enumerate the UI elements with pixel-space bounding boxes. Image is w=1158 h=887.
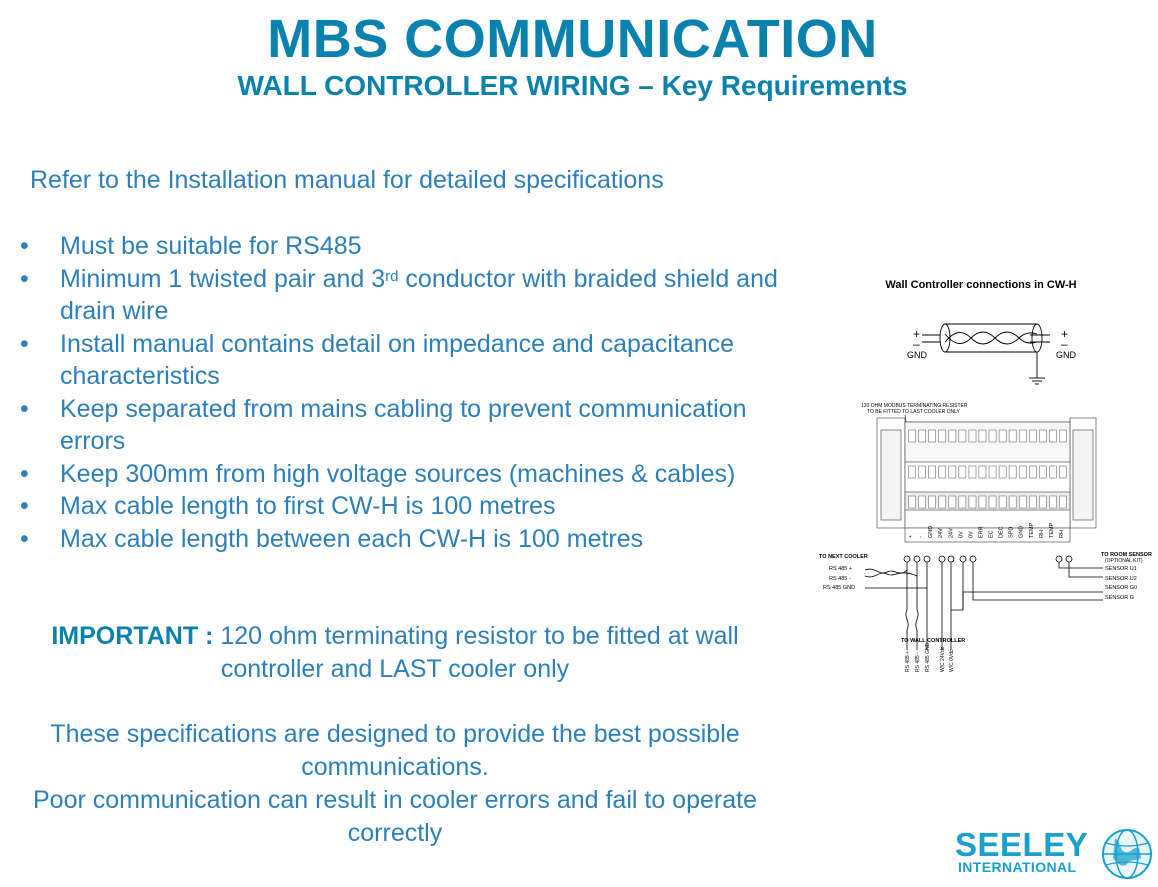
terminal-label: RH xyxy=(1038,530,1045,538)
svg-text:RS 485 GND: RS 485 GND xyxy=(823,585,856,591)
terminal-slot xyxy=(999,496,1006,508)
terminal-slot xyxy=(1009,430,1016,442)
diagram-caption: Wall Controller connections in CW-H xyxy=(885,279,1077,291)
terminal-slot xyxy=(969,430,976,442)
bullet-marker: • xyxy=(20,459,29,488)
terminal-label: TEMP xyxy=(1048,522,1055,538)
svg-text:SENSOR G: SENSOR G xyxy=(1105,595,1135,601)
svg-text:TO WALL CONTROLLER: TO WALL CONTROLLER xyxy=(901,638,966,644)
slide-title: MBS COMMUNICATION xyxy=(267,9,878,69)
list-item: • Keep separated from mains cabling to prevent communication errors xyxy=(20,394,747,455)
important-line-1: 120 ohm terminating resistor to be fitted at wall xyxy=(220,622,739,650)
terminal-slot xyxy=(919,496,926,508)
terminal-slot xyxy=(1049,466,1056,478)
svg-text:–: – xyxy=(913,337,920,351)
wall-controller-wire-label: W/C 0Vdc xyxy=(949,649,955,672)
terminal-slot xyxy=(979,496,986,508)
terminal-slot xyxy=(1029,430,1036,442)
terminal-label: SPD xyxy=(1008,526,1015,538)
svg-text:TO ROOM SENSOR: TO ROOM SENSOR xyxy=(1101,552,1152,558)
terminal-slot xyxy=(949,430,956,442)
important-label: IMPORTANT : xyxy=(51,622,214,650)
terminal-slot xyxy=(1049,496,1056,508)
terminal-slot xyxy=(1019,466,1026,478)
wall-controller-wire-label: W/C 24Vdc xyxy=(940,646,946,672)
terminal-label: ERR xyxy=(978,526,985,538)
terminal-slot xyxy=(919,466,926,478)
wall-controller-wire-label: RS 485 - xyxy=(915,652,921,672)
terminal-label: RH xyxy=(1059,530,1065,538)
svg-text:GND: GND xyxy=(1056,350,1076,360)
terminal-slot xyxy=(999,430,1006,442)
svg-text:RS 485 -: RS 485 - xyxy=(829,576,851,582)
terminal-slot xyxy=(1039,466,1046,478)
list-item: • Keep 300mm from high voltage sources (machines & cables) xyxy=(20,458,810,491)
terminal-slot xyxy=(909,496,916,508)
globe-icon xyxy=(1101,828,1153,880)
requirements-list xyxy=(20,230,810,555)
terminal-slot xyxy=(1029,466,1036,478)
wall-controller-labels xyxy=(905,642,955,672)
terminal-slot xyxy=(989,496,996,508)
terminal-label: 24V xyxy=(938,528,945,538)
terminal-label: - xyxy=(918,536,925,538)
terminal-slot xyxy=(1049,430,1056,442)
svg-text:SENSOR G0: SENSOR G0 xyxy=(1105,585,1138,591)
terminal-label: 24V xyxy=(948,528,955,538)
important-line-2: controller and LAST cooler only xyxy=(220,655,570,683)
wall-controller-wire-label: RS 485 + xyxy=(905,651,911,672)
terminal-slot xyxy=(999,466,1006,478)
terminal-slot xyxy=(1059,496,1066,508)
logo-subname: INTERNATIONAL xyxy=(958,859,1077,875)
terminal-label: 0V xyxy=(958,531,965,538)
list-item: • Max cable length to first CW-H is 100 metres xyxy=(20,490,810,523)
terminal-label: GND xyxy=(928,525,935,538)
terminal-slot xyxy=(959,496,966,508)
terminal-label: 0V xyxy=(968,531,975,538)
terminal-slot xyxy=(949,466,956,478)
terminal-slot xyxy=(939,496,946,508)
closing-text: These specifications are designed to provide the best possible communications. Poor communication can result in cooler errors and fail to operate correctly xyxy=(33,720,757,847)
terminal-slot xyxy=(1039,496,1046,508)
twisted-pair-cable-symbol xyxy=(922,324,1050,384)
bullet-marker: • xyxy=(20,232,29,260)
terminal-label: DEC xyxy=(998,526,1005,538)
list-item: • Must be suitable for RS485 xyxy=(20,230,810,263)
svg-text:+: + xyxy=(913,327,921,341)
terminal-slot xyxy=(989,466,996,478)
bullet-marker: • xyxy=(20,492,29,520)
terminal-slot xyxy=(959,466,966,478)
terminal-slot xyxy=(1019,496,1026,508)
wiring-diagram xyxy=(805,270,1152,680)
svg-text:+: + xyxy=(1061,327,1069,341)
list-item: • Install manual contains detail on impedance and capacitance characteristics xyxy=(20,329,735,390)
important-note xyxy=(0,620,790,686)
bullet-marker: • xyxy=(20,524,29,553)
bullet-marker: • xyxy=(20,394,29,423)
terminal-slot xyxy=(949,496,956,508)
terminal-slot xyxy=(1039,430,1046,442)
intro-text: Refer to the Installation manual for detailed specifications xyxy=(30,166,664,194)
terminal-slot xyxy=(1019,430,1026,442)
wall-controller-wire-label: RS 485 GND xyxy=(925,642,931,672)
terminal-label: GND xyxy=(1018,525,1025,538)
terminal-slot xyxy=(1029,496,1036,508)
terminal-slot xyxy=(969,496,976,508)
svg-text:SENSOR U2: SENSOR U2 xyxy=(1105,576,1137,582)
svg-text:SENSOR U1: SENSOR U1 xyxy=(1105,566,1137,572)
terminal-slot xyxy=(909,430,916,442)
svg-text:–: – xyxy=(1061,337,1068,351)
logo-name: SEELEY xyxy=(955,826,1089,863)
terminal-slot xyxy=(989,430,996,442)
terminal-slot xyxy=(979,430,986,442)
bullet-marker: • xyxy=(20,329,29,358)
slide-subtitle: WALL CONTROLLER WIRING – Key Requirements xyxy=(237,70,908,101)
list-item: • Max cable length between each CW-H is 100 metres xyxy=(20,523,810,556)
terminal-label: + xyxy=(908,534,914,538)
terminal-slot xyxy=(1009,466,1016,478)
terminal-slot xyxy=(909,466,916,478)
svg-text:120 OHM MODBUS TERMINATING RES: 120 OHM MODBUS TERMINATING RESISTER xyxy=(861,403,968,409)
terminal-slot xyxy=(929,496,936,508)
terminal-slot xyxy=(1059,430,1066,442)
terminal-slot xyxy=(919,430,926,442)
terminal-slot xyxy=(939,466,946,478)
svg-text:TO NEXT COOLER: TO NEXT COOLER xyxy=(819,554,868,560)
svg-text:RS 485 +: RS 485 + xyxy=(829,566,853,572)
terminal-slot xyxy=(969,466,976,478)
svg-text:GND: GND xyxy=(907,350,927,360)
terminal-label: TEMP xyxy=(1028,522,1035,538)
terminal-slot xyxy=(939,430,946,442)
terminal-slot xyxy=(929,430,936,442)
list-item: • Minimum 1 twisted pair and 3rd conductor with braided shield and drain wire xyxy=(20,264,778,325)
terminal-slot xyxy=(1059,466,1066,478)
wiring-lines xyxy=(865,556,1103,650)
svg-text:(OPTIONAL KIT): (OPTIONAL KIT) xyxy=(1105,558,1143,564)
terminal-label: EC xyxy=(988,530,995,538)
terminal-slot xyxy=(929,466,936,478)
terminal-slot xyxy=(979,466,986,478)
svg-text:TO BE FITTED TO LAST COOLER ON: TO BE FITTED TO LAST COOLER ONLY xyxy=(867,409,960,415)
seeley-logo xyxy=(955,826,1155,882)
bullet-marker: • xyxy=(20,264,29,293)
terminal-slot xyxy=(1009,496,1016,508)
terminal-slot xyxy=(959,430,966,442)
